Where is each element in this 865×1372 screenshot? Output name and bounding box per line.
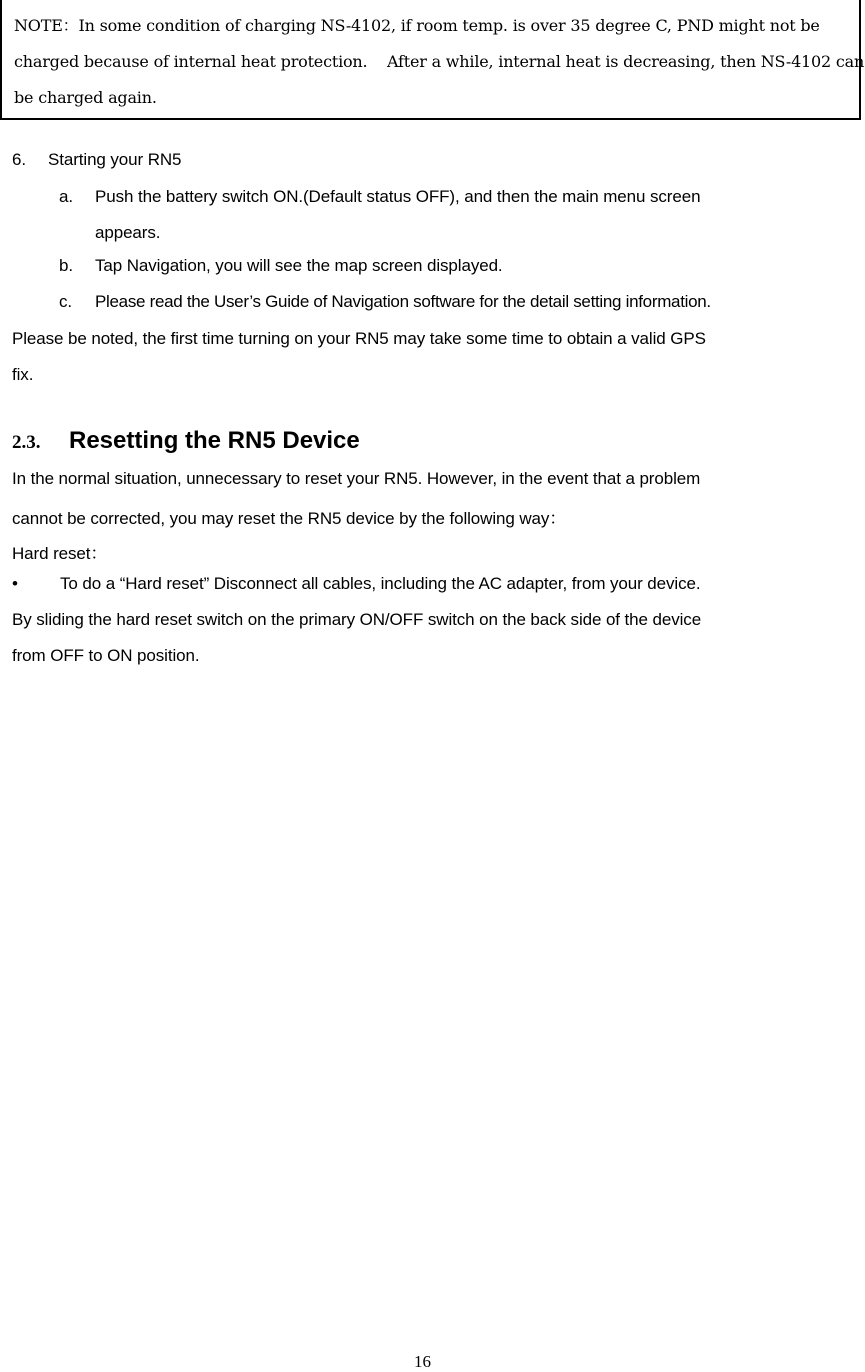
intro-line-1: In the normal situation, unnecessary to reset your RN5. However, in the event that a problem (12, 469, 701, 488)
bullet-text: To do a “Hard reset” Disconnect all cables, including the AC adapter, from your device. (60, 574, 701, 593)
note-text-1: In some condition of charging NS-4102, if room temp. is over 35 degree C, PND might not be (78, 16, 820, 35)
note-line-3: be charged again. (14, 88, 157, 107)
section-title: Resetting the RN5 Device (69, 427, 360, 454)
gps-note-line-2: fix. (12, 365, 34, 384)
note-label: NOTE： (14, 16, 79, 35)
gps-note-line-1: Please be noted, the first time turning on your RN5 may take some time to obtain a valid GPS (12, 329, 706, 348)
detail-line-1: By sliding the hard reset switch on the primary ON/OFF switch on the back side of the device (12, 610, 702, 629)
intro-line-2: cannot be corrected, you may reset the RN5 device by the following way： (12, 509, 567, 528)
item-a-marker: a. (59, 187, 73, 206)
item-c-marker: c. (59, 292, 73, 311)
item-a-text-1: Push the battery switch ON.(Default status OFF), and then the main menu screen (95, 187, 701, 206)
section-number: 2.3. (12, 432, 41, 453)
step-title: Starting your RN5 (48, 150, 182, 169)
item-a-text-2: appears. (95, 223, 161, 242)
note-box (0, 0, 865, 120)
page-number: 16 (414, 1352, 431, 1371)
item-c-text: Please read the User’s Guide of Navigation software for the detail setting information. (95, 292, 711, 311)
step-number: 6. (12, 150, 26, 169)
note-line-2: charged because of internal heat protection. After a while, internal heat is decreasing, then NS-4102 can (14, 52, 865, 71)
item-b-marker: b. (59, 256, 73, 275)
note-line-1 (14, 8, 849, 44)
item-b-text: Tap Navigation, you will see the map screen displayed. (95, 256, 503, 275)
detail-line-2: from OFF to ON position. (12, 646, 200, 665)
bullet-icon: • (12, 574, 18, 593)
hard-reset-label: Hard reset： (12, 544, 108, 563)
